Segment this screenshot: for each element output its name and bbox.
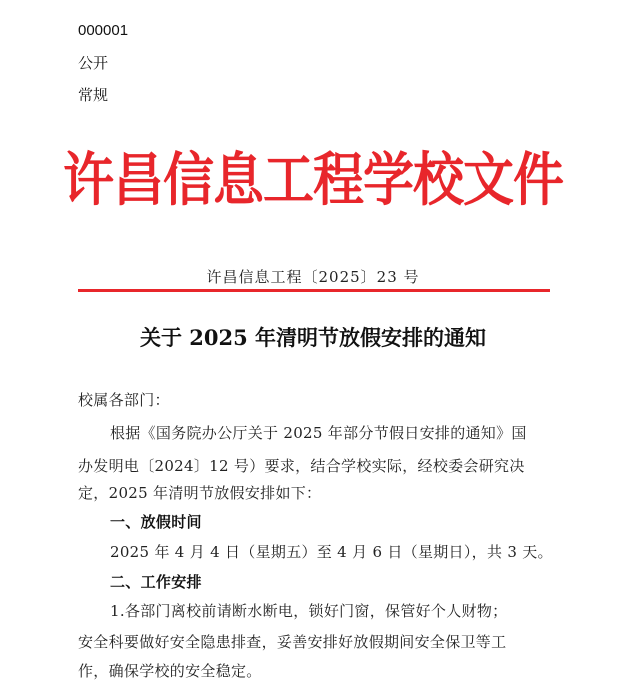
red-divider-line (78, 289, 550, 292)
section-heading-work-arrangement: 二、工作安排 (110, 573, 202, 591)
work-line-3: 作，确保学校的安全稳定。 (78, 662, 262, 680)
intro-line-1: 根据《国务院办公厅关于 2025 年部分节假日安排的通知》国 (110, 424, 527, 442)
serial-number: 000001 (78, 22, 129, 39)
intro-line-3: 定，2025 年清明节放假安排如下： (78, 484, 322, 502)
document-masthead: 许昌信息工程学校文件 (62, 146, 563, 215)
salutation: 校属各部门： (78, 391, 170, 409)
work-line-1: 1.各部门离校前请断水断电，锁好门窗，保管好个人财物； (110, 602, 508, 620)
urgency-level: 常规 (78, 87, 109, 104)
disclosure-level: 公开 (78, 55, 109, 72)
notice-title: 关于 2025 年清明节放假安排的通知 (139, 325, 487, 350)
work-line-2: 安全科要做好安全隐患排查，妥善安排好放假期间安全保卫等工 (78, 633, 507, 651)
document-number: 许昌信息工程〔2025〕23 号 (206, 268, 420, 286)
section-heading-holiday-time: 一、放假时间 (110, 513, 202, 531)
intro-line-2: 办发明电〔2024〕12 号）要求，结合学校实际，经校委会研究决 (78, 457, 525, 475)
holiday-time-text: 2025 年 4 月 4 日（星期五）至 4 月 6 日（星期日），共 3 天。 (110, 543, 553, 561)
